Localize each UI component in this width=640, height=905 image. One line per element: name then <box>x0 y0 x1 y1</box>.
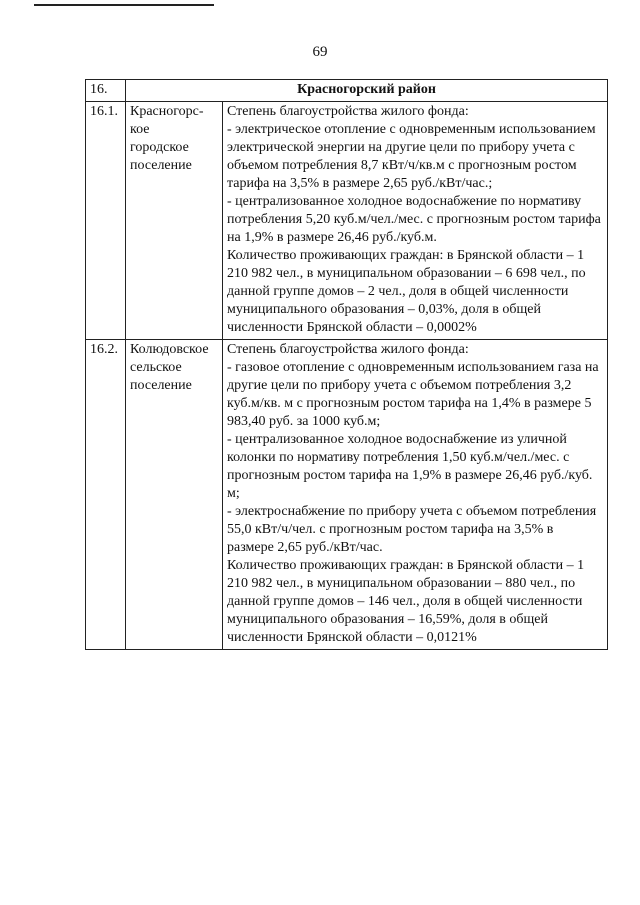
description-line: Количество проживающих граждан: в Брянской области – 1 210 982 чел., в муниципальном образовании – 6 698 чел., по данной группе домов – 2 чел., доля в общей численности муниципального образования – 0,03%, доля в общей численности Брянской области – 0,0002% <box>227 248 586 335</box>
scan-edge-line <box>34 4 214 6</box>
description-line: - централизованное холодное водоснабжение из уличной колонки по нормативу потребления 1,50 куб.м/чел./мес. с прогнозным ростом тарифа на 1,9% в размере 26,46 руб./куб. м; <box>227 432 593 501</box>
settlement-name: Колюдовское сельское поселение <box>126 340 223 650</box>
description-line: Степень благоустройства жилого фонда: <box>227 104 469 119</box>
description-line: - централизованное холодное водоснабжение по нормативу потребления 5,20 куб.м/чел./мес. с прогнозным ростом тарифа на 1,9% в размере 26,46 руб./куб.м. <box>227 194 601 245</box>
table-row <box>86 102 608 340</box>
description-line: - газовое отопление с одновременным использованием газа на другие цели по прибору учета с объемом потребления 3,2 куб.м/кв. м с прогнозным ростом тарифа на 1,4% в размере 5 983,40 руб. за 1000 куб.м; <box>227 360 599 429</box>
settlement-description <box>223 340 608 650</box>
row-number: 16.2. <box>86 340 126 650</box>
municipality-table <box>85 79 608 650</box>
description-line: - электроснабжение по прибору учета с объемом потребления 55,0 кВт/ч/чел. с прогнозным ростом тарифа на 3,5% в размере 2,65 руб./кВт/час. <box>227 504 597 555</box>
description-line: Количество проживающих граждан: в Брянской области – 1 210 982 чел., в муниципальном образовании – 880 чел., по данной группе домов – 146 чел., доля в общей численности муниципального образования – 16,59%, доля в общей численности Брянской области – 0,0121% <box>227 558 585 645</box>
settlement-description <box>223 102 608 340</box>
settlement-name: Красногорс- кое городское поселение <box>126 102 223 340</box>
table-row <box>86 340 608 650</box>
page-number: 69 <box>312 44 328 60</box>
description-line: - электрическое отопление с одновременным использованием электрической энергии на другие цели по прибору учета с объемом потребления 8,7 кВт/ч/кв.м с прогнозным ростом тарифа на 3,5% в размере 2,65 руб./кВт/час.; <box>227 122 596 191</box>
section-row <box>86 80 608 102</box>
section-number: 16. <box>86 80 126 102</box>
section-title: Красногорский район <box>126 80 608 102</box>
row-number: 16.1. <box>86 102 126 340</box>
description-line: Степень благоустройства жилого фонда: <box>227 342 469 357</box>
